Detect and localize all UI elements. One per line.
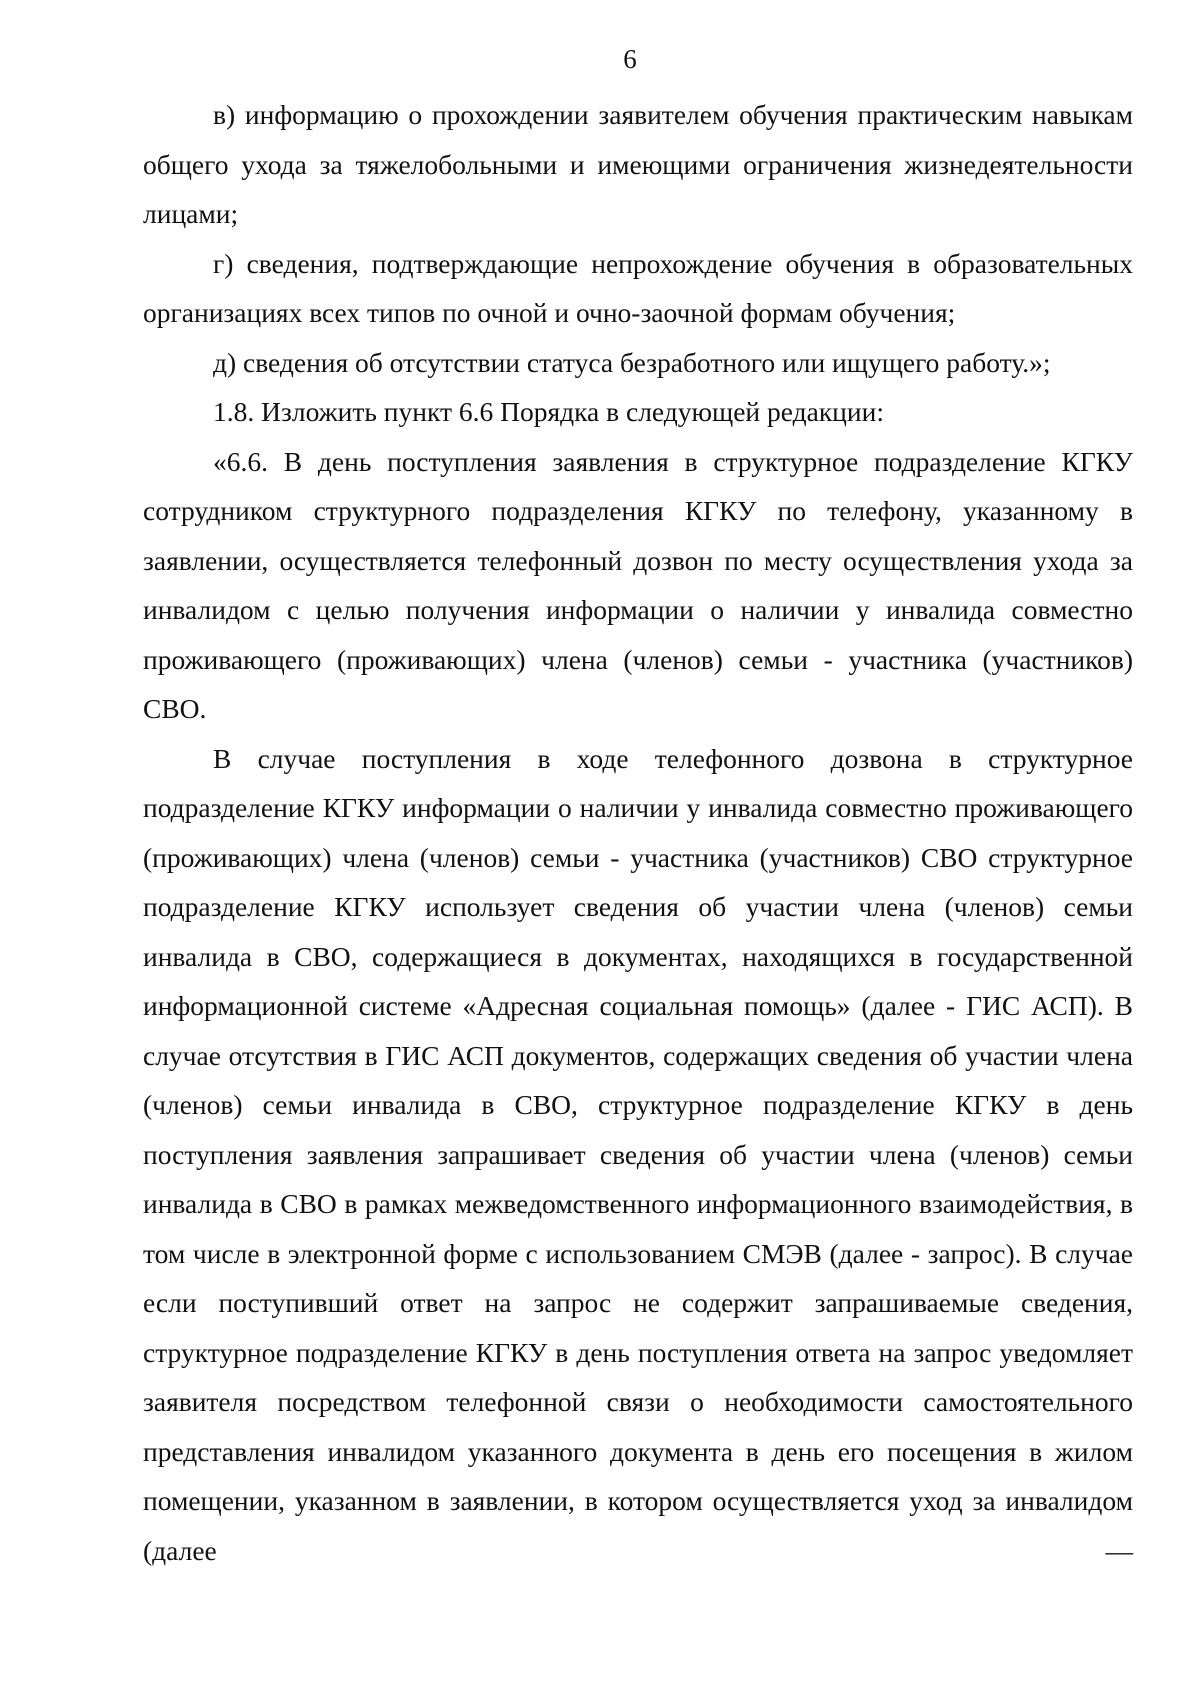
paragraph-svo-case: В случае поступления в ходе телефонного дозвона в структурное подразделение КГКУ информации о наличии у инвалида совместно проживающего (проживающих) члена (членов) семьи - участника (участников) СВО структурное подразделение КГКУ использует сведения об участии члена (членов) семьи инвалида в СВО, содержащиеся в документах, находящихся в государственной информационной системе «Адресная социальная помощь» (далее - ГИС АСП). В случае отсутствия в ГИС АСП документов, содержащих сведения об участии члена (членов) семьи инвалида в СВО, структурное подразделение КГКУ в день поступления заявления запрашивает сведения об участии члена (членов) семьи инвалида в СВО в рамках межведомственного информационного взаимодействия, в том числе в электронной форме с использованием СМЭВ (далее - запрос). В случае если поступивший ответ на запрос не содержит запрашиваемые сведения, структурное подразделение КГКУ в день поступления ответа на запрос уведомляет заявителя посредством телефонной связи о необходимости самостоятельного представления инвалидом указанного документа в день его посещения в жилом помещении, указанном в заявлении, в котором осуществляется уход за инвалидом (далее — <box>143 742 1133 1566</box>
page-number: 6 <box>623 44 637 74</box>
paragraph-v: в) информацию о прохождении заявителем обучения практическим навыкам общего ухода за тяжелобольными и имеющими ограничения жизнедеятельности лицами; <box>143 99 1133 229</box>
paragraph-1-8: 1.8. Изложить пункт 6.6 Порядка в следующей редакции: <box>213 396 884 427</box>
paragraph-d: д) сведения об отсутствии статуса безработного или ищущего работу.»; <box>213 346 1051 378</box>
paragraph-g: г) сведения, подтверждающие непрохождение обучения в образовательных организациях всех типов по очной и очно-заочной формам обучения; <box>143 247 1133 328</box>
paragraph-6-6: «6.6. В день поступления заявления в структурное подразделение КГКУ сотрудником структурного подразделения КГКУ по телефону, указанному в заявлении, осуществляется телефонный дозвон по месту осуществления ухода за инвалидом с целью получения информации о наличии у инвалида совместно проживающего (проживающих) члена (членов) семьи - участника (участников) СВО. <box>143 445 1133 724</box>
document-body <box>143 90 1133 1575</box>
